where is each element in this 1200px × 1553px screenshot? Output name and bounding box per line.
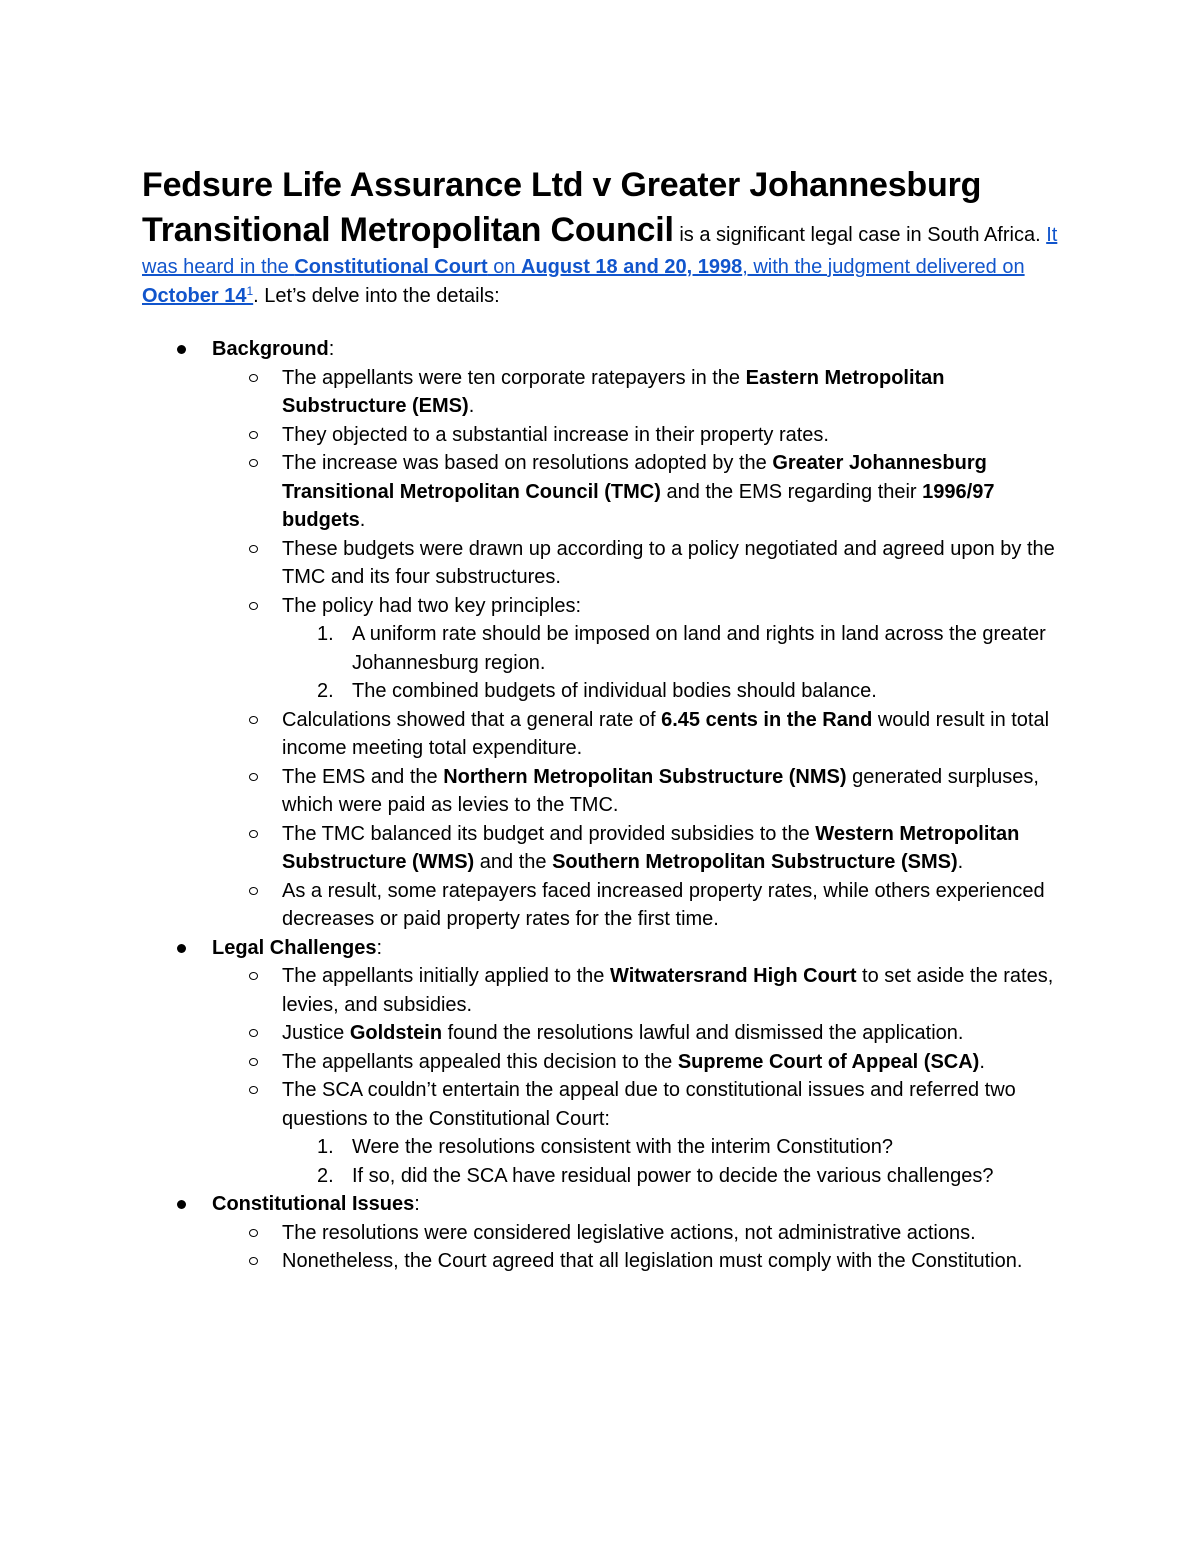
document-body bbox=[142, 163, 1062, 1276]
list-item: The appellants initially applied to the Witwatersrand High Court to set aside the rates, levies, and subsidies. bbox=[142, 962, 1062, 1019]
section-legal-challenges bbox=[142, 934, 1062, 963]
numbered-item: 2. If so, did the SCA have residual power to decide the various challenges? bbox=[142, 1162, 1062, 1191]
item-number: 2. bbox=[317, 1164, 334, 1187]
link-text-2: on bbox=[487, 256, 521, 278]
numbered-item: 2. The combined budgets of individual bodies should balance. bbox=[142, 677, 1062, 706]
bullet-circle-icon bbox=[249, 1058, 258, 1066]
bullet-circle-icon bbox=[249, 972, 258, 980]
bullet-circle-icon bbox=[249, 602, 258, 610]
bullet-circle-icon bbox=[249, 431, 258, 439]
list-item: The appellants were ten corporate ratepayers in the Eastern Metropolitan Substructure (EMS). bbox=[142, 364, 1062, 421]
bullet-circle-icon bbox=[249, 1029, 258, 1037]
bullet-circle-icon bbox=[249, 1086, 258, 1094]
bullet-disc-icon bbox=[177, 944, 186, 953]
list-item: The appellants appealed this decision to the Supreme Court of Appeal (SCA). bbox=[142, 1048, 1062, 1077]
questions-wrapper bbox=[142, 1133, 1062, 1190]
item-number: 1. bbox=[317, 623, 334, 645]
constitutional-sublist-wrapper bbox=[142, 1219, 1062, 1276]
list-item: The EMS and the Northern Metropolitan Substructure (NMS) generated surpluses, which were paid as levies to the TMC. bbox=[142, 763, 1062, 820]
list-item: As a result, some ratepayers faced increased property rates, while others experienced decreases or paid property rates for the first time. bbox=[142, 877, 1062, 934]
bullet-circle-icon bbox=[249, 773, 258, 781]
section-constitutional-issues bbox=[142, 1190, 1062, 1219]
list-item: The policy had two key principles: bbox=[142, 592, 1062, 621]
list-item: They objected to a substantial increase in their property rates. bbox=[142, 421, 1062, 450]
outline-list bbox=[142, 335, 1062, 1276]
footnote-marker[interactable]: 1 bbox=[246, 284, 254, 298]
list-item: Nonetheless, the Court agreed that all legislation must comply with the Constitution. bbox=[142, 1247, 1062, 1276]
section-heading: Constitutional Issues bbox=[212, 1193, 415, 1215]
heading-colon: : bbox=[328, 338, 335, 360]
bullet-disc-icon bbox=[177, 1200, 186, 1209]
section-heading: Legal Challenges bbox=[212, 936, 377, 959]
background-sublist bbox=[142, 364, 1062, 934]
bullet-circle-icon bbox=[249, 1229, 258, 1237]
questions-list bbox=[142, 1133, 1062, 1190]
intro-end: . Let’s delve into the details: bbox=[253, 285, 500, 307]
section-background bbox=[142, 335, 1062, 364]
legal-sublist-wrapper bbox=[142, 962, 1062, 1190]
bullet-circle-icon bbox=[249, 887, 258, 895]
list-item: These budgets were drawn up according to a policy negotiated and agreed upon by the TMC and its four substructures. bbox=[142, 535, 1062, 592]
list-item: The TMC balanced its budget and provided subsidies to the Western Metropolitan Substructure (WMS) and the Southern Metropolitan Substructure (SMS). bbox=[142, 820, 1062, 877]
list-item: The increase was based on resolutions adopted by the Greater Johannesburg Transitional Metropolitan Council (TMC) and the EMS regarding their 1996/97 budgets. bbox=[142, 449, 1062, 535]
bullet-circle-icon bbox=[249, 830, 258, 838]
item-number: 1. bbox=[317, 1136, 334, 1158]
numbered-item: 1. Were the resolutions consistent with the interim Constitution? bbox=[142, 1133, 1062, 1162]
link-text-3: , with the judgment delivered on bbox=[742, 256, 1025, 278]
section-heading: Background bbox=[212, 338, 329, 360]
constitutional-issues-sublist bbox=[142, 1219, 1062, 1276]
principles-list bbox=[142, 620, 1062, 706]
case-title-line-2: Transitional Metropolitan Council bbox=[142, 211, 674, 249]
legal-challenges-sublist bbox=[142, 962, 1062, 1190]
principles-wrapper bbox=[142, 620, 1062, 706]
bullet-circle-icon bbox=[249, 716, 258, 724]
bullet-circle-icon bbox=[249, 1257, 258, 1265]
bullet-circle-icon bbox=[249, 374, 258, 382]
list-item: The SCA couldn’t entertain the appeal due to constitutional issues and referred two questions to the Constitutional Court: bbox=[142, 1076, 1062, 1133]
bullet-circle-icon bbox=[249, 545, 258, 553]
intro-text: is a significant legal case in South Africa. bbox=[673, 224, 1047, 246]
link-bold-judgment-date: October 14 bbox=[142, 285, 247, 307]
numbered-item: 1. A uniform rate should be imposed on land and rights in land across the greater Johannesburg region. bbox=[142, 620, 1062, 677]
link-bold-hearing-dates: August 18 and 20, 1998 bbox=[521, 256, 743, 278]
heading-colon: : bbox=[414, 1193, 420, 1215]
intro-paragraph bbox=[142, 163, 1062, 311]
item-number: 2. bbox=[317, 680, 334, 702]
list-item: The resolutions were considered legislative actions, not administrative actions. bbox=[142, 1219, 1062, 1248]
case-title-line-1: Fedsure Life Assurance Ltd v Greater Johannesburg bbox=[142, 166, 982, 204]
bullet-circle-icon bbox=[249, 459, 258, 467]
heading-colon: : bbox=[376, 936, 383, 959]
list-item: Calculations showed that a general rate of 6.45 cents in the Rand would result in total income meeting total expenditure. bbox=[142, 706, 1062, 763]
list-item: Justice Goldstein found the resolutions lawful and dismissed the application. bbox=[142, 1019, 1062, 1048]
link-bold-court: Constitutional Court bbox=[294, 256, 488, 278]
link-text-1: It was heard in the bbox=[142, 224, 1058, 278]
bullet-disc-icon bbox=[177, 345, 186, 354]
background-sublist-wrapper bbox=[142, 364, 1062, 934]
